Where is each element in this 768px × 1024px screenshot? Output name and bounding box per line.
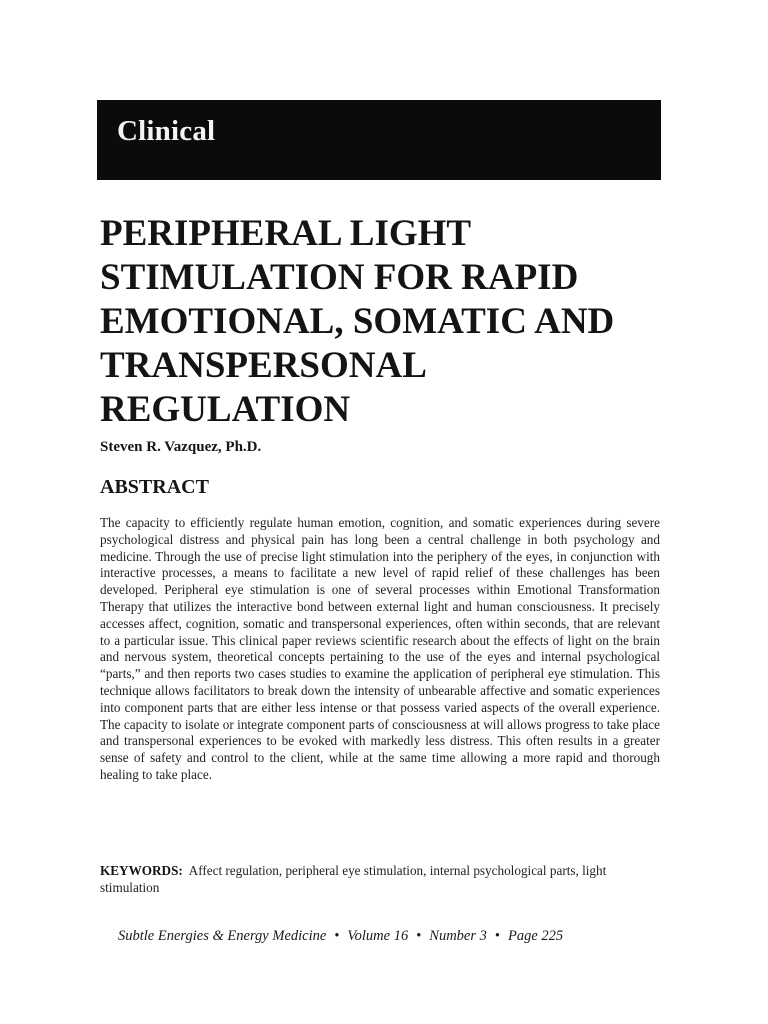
section-banner xyxy=(97,100,661,180)
keywords-text: Affect regulation, peripheral eye stimulation, internal psychological parts, light stimulation xyxy=(100,863,607,895)
keywords xyxy=(100,862,660,896)
abstract-body: The capacity to efficiently regulate human emotion, cognition, and somatic experiences during severe psychological distress and physical pain has long been a central challenge in both psychology and medicine. Through the use of precise light stimulation into the periphery of the eyes, in conjunction with interactive processes, a means to facilitate a new level of rapid relief of these challenges has been developed. Peripheral eye stimulation is one of several processes within Emotional Transformation Therapy that utilizes the interactive bond between external light and human consciousness. It precisely accesses affect, cognition, somatic and transpersonal experiences, often within seconds, that are relevant to a particular issue. This clinical paper reviews scientific research about the effects of light on the brain and nervous system, theoretical concepts pertaining to the use of the eyes and internal psychological “parts,” and then reports two cases studies to examine the application of peripheral eye stimulation. This technique allows facilitators to break down the intensity of unbearable affective and somatic experiences into component parts that are either less intense or that possess varied aspects of the overall experience. The capacity to isolate or integrate component parts of consciousness at will allows progress to take place and transpersonal experiences to be evoked with markedly less distress. This often results in a greater sense of safety and control to the client, while at the same time allowing a more rapid and thorough healing to take place. xyxy=(100,515,660,782)
issue-number: Number 3 xyxy=(429,928,487,944)
title-line: EMOTIONAL, SOMATIC AND xyxy=(100,301,615,342)
abstract-heading: ABSTRACT xyxy=(100,476,209,498)
page-number: Page 225 xyxy=(507,928,564,944)
title-line: REGULATION xyxy=(100,389,351,430)
footer-separator: • xyxy=(334,928,340,944)
volume-label: Volume 16 xyxy=(347,928,409,944)
page-footer xyxy=(118,928,563,945)
title-line: TRANSPERSONAL xyxy=(100,345,427,386)
title-line: PERIPHERAL LIGHT xyxy=(100,213,472,254)
journal-name: Subtle Energies & Energy Medicine xyxy=(118,928,327,944)
author-name: Steven R. Vazquez, Ph.D. xyxy=(100,439,262,455)
article-title xyxy=(100,212,700,432)
footer-separator: • xyxy=(416,928,422,944)
footer-separator: • xyxy=(494,928,500,944)
title-line: STIMULATION FOR RAPID xyxy=(100,257,579,298)
keywords-label: KEYWORDS: xyxy=(100,863,183,878)
section-label: Clinical xyxy=(117,115,216,147)
